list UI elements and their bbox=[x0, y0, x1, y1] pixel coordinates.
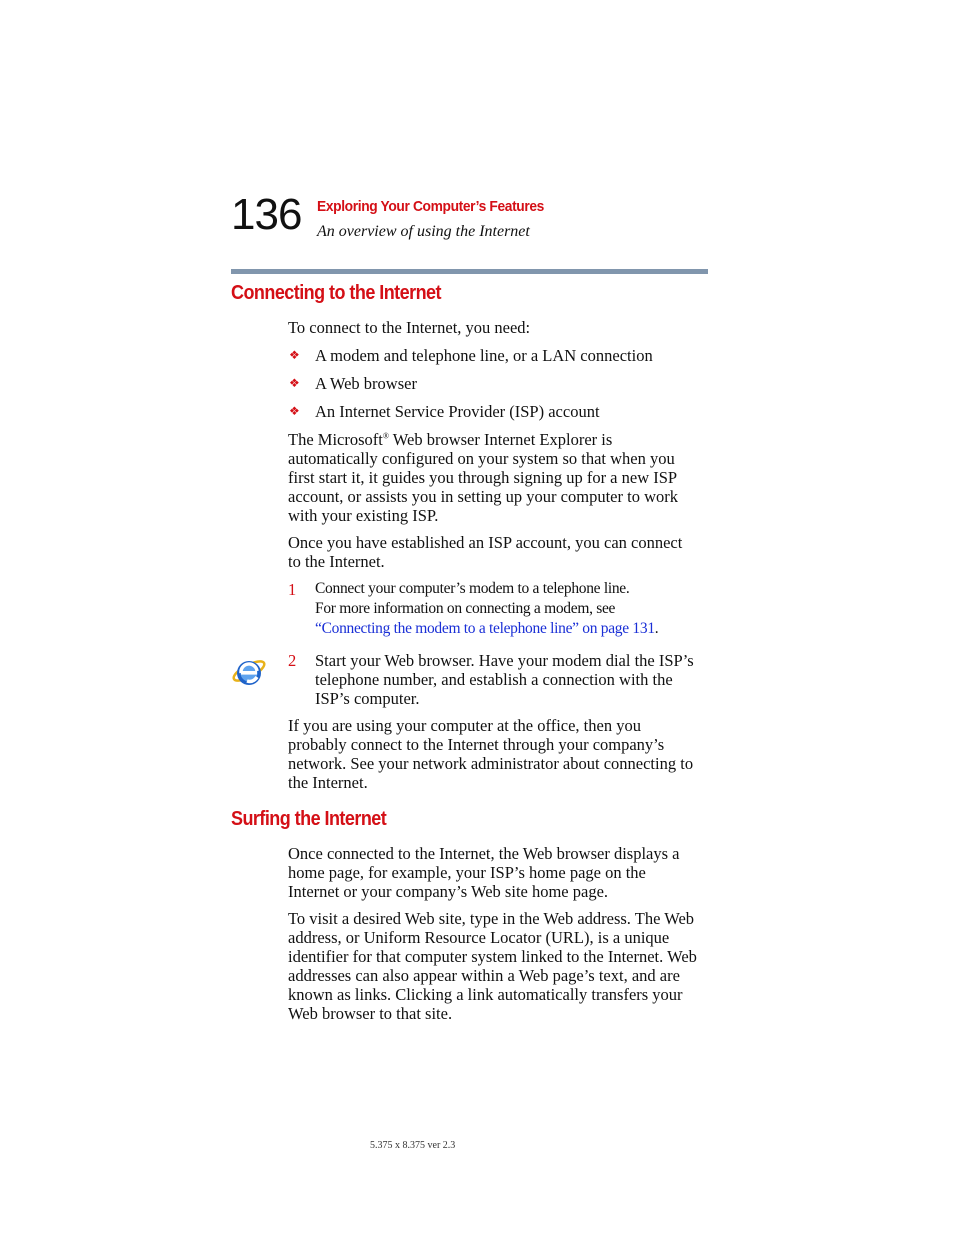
text-line: For more information on connecting a modem, see bbox=[315, 600, 616, 617]
list-item: A Web browser bbox=[315, 374, 417, 393]
text-line: Internet or your company’s Web site home page. bbox=[288, 882, 609, 901]
registered-mark: ® bbox=[382, 431, 389, 441]
heading-connecting: Connecting to the Internet bbox=[231, 282, 441, 304]
bullet-symbol: ❖ bbox=[289, 404, 300, 418]
text-line: automatically configured on your system so that when you bbox=[288, 449, 675, 468]
page-link-connecting-modem[interactable]: “Connecting the modem to a telephone line” on page 131 bbox=[315, 620, 655, 637]
text-line: probably connect to the Internet through your company’s bbox=[288, 735, 665, 754]
text-line: ISP’s computer. bbox=[315, 689, 420, 708]
paragraph-office bbox=[288, 716, 708, 792]
text-line: to the Internet. bbox=[288, 552, 385, 571]
text-line: the Internet. bbox=[288, 773, 368, 792]
text-fragment: Web browser Internet Explorer is bbox=[388, 430, 613, 449]
section-subtitle: An overview of using the Internet bbox=[317, 223, 530, 240]
bullet-symbol: ❖ bbox=[289, 348, 300, 362]
text-fragment: The Microsoft bbox=[288, 430, 383, 449]
intro-text: To connect to the Internet, you need: bbox=[288, 318, 531, 337]
text-line: If you are using your computer at the office, then you bbox=[288, 716, 641, 735]
text-line: address, or Uniform Resource Locator (URL), is a unique bbox=[288, 928, 670, 947]
text-line: identifier for that computer system linked to the Internet. Web bbox=[288, 947, 697, 966]
header-rule bbox=[231, 269, 708, 274]
chapter-title: Exploring Your Computer’s Features bbox=[317, 198, 544, 215]
step-2-text bbox=[315, 651, 715, 708]
text-line: home page, for example, your ISP’s home page on the bbox=[288, 863, 646, 882]
text-line: with your existing ISP. bbox=[288, 506, 439, 525]
paragraph-surfing-2 bbox=[288, 909, 708, 1023]
step-1-text bbox=[315, 579, 735, 639]
text-line: account, or assists you in setting up your computer to work bbox=[288, 487, 678, 506]
text-line: Once connected to the Internet, the Web browser displays a bbox=[288, 844, 680, 863]
text-line: telephone number, and establish a connection with the bbox=[315, 670, 673, 689]
text-line: Once you have established an ISP account, you can connect bbox=[288, 533, 683, 552]
paragraph-microsoft bbox=[288, 430, 708, 525]
text-line: Start your Web browser. Have your modem dial the ISP’s bbox=[315, 651, 694, 670]
text-line: first start it, it guides you through signing up for a new ISP bbox=[288, 468, 678, 487]
paragraph-isp bbox=[288, 533, 708, 571]
internet-explorer-icon bbox=[231, 654, 267, 690]
heading-surfing: Surfing the Internet bbox=[231, 808, 387, 830]
text-line: Web browser to that site. bbox=[288, 1004, 453, 1023]
step-number: 2 bbox=[288, 651, 297, 670]
paragraph-surfing-1 bbox=[288, 844, 708, 901]
text-line: network. See your network administrator about connecting to bbox=[288, 754, 694, 773]
list-item: An Internet Service Provider (ISP) account bbox=[315, 402, 600, 421]
step-number: 1 bbox=[288, 580, 297, 599]
text-line: addresses can also appear within a Web page’s text, and are bbox=[288, 966, 680, 985]
text-line: To visit a desired Web site, type in the Web address. The Web bbox=[288, 909, 695, 928]
footer-note: 5.375 x 8.375 ver 2.3 bbox=[370, 1140, 456, 1151]
text-fragment: . bbox=[654, 620, 659, 637]
list-item: A modem and telephone line, or a LAN connection bbox=[315, 346, 653, 365]
text-line: Connect your computer’s modem to a telephone line. bbox=[315, 580, 630, 597]
bullet-symbol: ❖ bbox=[289, 376, 300, 390]
text-line: known as links. Clicking a link automatically transfers your bbox=[288, 985, 683, 1004]
page-number: 136 bbox=[231, 190, 302, 239]
